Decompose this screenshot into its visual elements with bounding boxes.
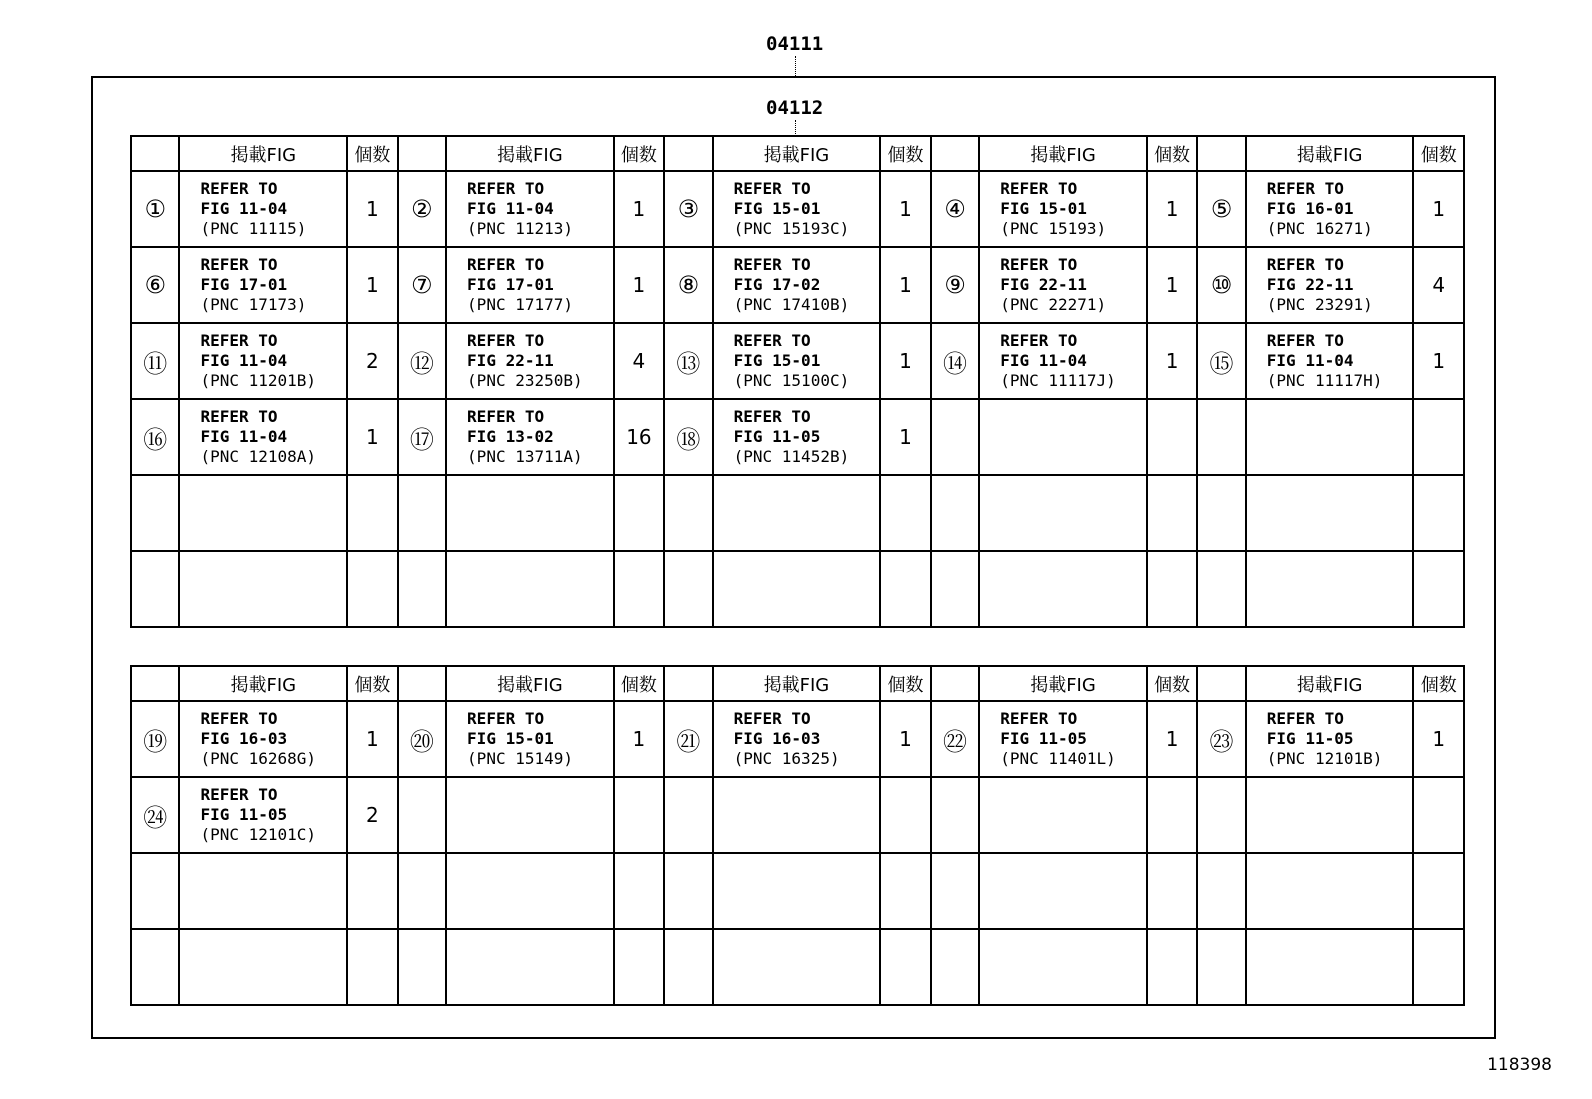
reference-line1: REFER TO bbox=[200, 255, 278, 274]
fig-reference bbox=[713, 853, 881, 929]
reference-line1: REFER TO bbox=[733, 331, 811, 350]
reference-line1: REFER TO bbox=[1266, 255, 1344, 274]
callout-number: ④ bbox=[931, 171, 979, 247]
quantity: 1 bbox=[614, 247, 664, 323]
callout-number: ① bbox=[131, 171, 179, 247]
fig-reference bbox=[1246, 323, 1414, 399]
quantity: 1 bbox=[1413, 171, 1464, 247]
assembly-label-04111: 04111 bbox=[766, 33, 824, 55]
callout-number: ⑰ bbox=[398, 399, 446, 475]
reference-line3: (PNC 17410B) bbox=[733, 295, 850, 314]
quantity: 1 bbox=[1413, 701, 1464, 777]
callout-number bbox=[1197, 551, 1245, 627]
reference-line1: REFER TO bbox=[467, 407, 545, 426]
quantity: 1 bbox=[614, 171, 664, 247]
callout-number bbox=[664, 777, 712, 853]
reference-line3: (PNC 17173) bbox=[200, 295, 307, 314]
fig-reference bbox=[979, 323, 1147, 399]
fig-reference bbox=[446, 853, 614, 929]
fig-reference bbox=[713, 551, 881, 627]
fig-reference bbox=[179, 929, 347, 1005]
reference-line3: (PNC 11452B) bbox=[733, 447, 850, 466]
reference-line3: (PNC 13711A) bbox=[467, 447, 583, 466]
quantity: 1 bbox=[880, 171, 930, 247]
fig-reference bbox=[713, 399, 881, 475]
reference-line1: REFER TO bbox=[467, 331, 545, 350]
reference-line1: REFER TO bbox=[200, 407, 278, 426]
callout-number: ⑥ bbox=[131, 247, 179, 323]
fig-reference bbox=[713, 323, 881, 399]
header-fig: 掲載FIG bbox=[1246, 666, 1414, 701]
callout-number: ⑬ bbox=[664, 323, 712, 399]
quantity: 1 bbox=[347, 399, 397, 475]
reference-line1: REFER TO bbox=[200, 331, 278, 350]
callout-number bbox=[1197, 777, 1245, 853]
fig-reference bbox=[179, 171, 347, 247]
reference-line2: FIG 11-04 bbox=[200, 351, 288, 370]
fig-reference bbox=[979, 853, 1147, 929]
quantity bbox=[1413, 475, 1464, 551]
quantity: 1 bbox=[1147, 323, 1197, 399]
reference-line2: FIG 17-01 bbox=[467, 275, 554, 294]
table-row bbox=[131, 777, 1464, 853]
header-qty: 個数 bbox=[614, 136, 664, 171]
table-row bbox=[131, 399, 1464, 475]
fig-reference bbox=[979, 929, 1147, 1005]
reference-line1: REFER TO bbox=[1000, 331, 1078, 350]
fig-reference bbox=[1246, 777, 1414, 853]
fig-reference bbox=[446, 323, 614, 399]
quantity bbox=[347, 929, 397, 1005]
fig-reference bbox=[979, 399, 1147, 475]
callout-number bbox=[131, 853, 179, 929]
callout-number bbox=[664, 853, 712, 929]
callout-number bbox=[931, 929, 979, 1005]
figure-id: 118398 bbox=[1487, 1055, 1552, 1075]
reference-line3: (PNC 12101B) bbox=[1266, 749, 1383, 768]
fig-reference bbox=[1246, 929, 1414, 1005]
reference-line3: (PNC 11117H) bbox=[1266, 371, 1383, 390]
callout-number bbox=[931, 475, 979, 551]
reference-line2: FIG 17-02 bbox=[733, 275, 821, 294]
quantity: 1 bbox=[880, 247, 930, 323]
callout-number: ⑳ bbox=[398, 701, 446, 777]
quantity: 1 bbox=[614, 701, 664, 777]
assembly-label-04112: 04112 bbox=[766, 97, 824, 119]
fig-reference bbox=[179, 247, 347, 323]
reference-line2: FIG 15-01 bbox=[733, 199, 821, 218]
callout-number bbox=[931, 777, 979, 853]
fig-reference bbox=[179, 777, 347, 853]
reference-table-1 bbox=[130, 135, 1465, 628]
header-qty: 個数 bbox=[614, 666, 664, 701]
fig-reference bbox=[979, 475, 1147, 551]
reference-line1: REFER TO bbox=[467, 179, 545, 198]
header-qty: 個数 bbox=[880, 666, 930, 701]
fig-reference bbox=[446, 399, 614, 475]
reference-line1: REFER TO bbox=[467, 709, 545, 728]
callout-number bbox=[398, 929, 446, 1005]
reference-line2: FIG 16-03 bbox=[733, 729, 821, 748]
header-fig: 掲載FIG bbox=[179, 666, 347, 701]
reference-table-2 bbox=[130, 665, 1465, 1006]
fig-reference bbox=[713, 475, 881, 551]
reference-line1: REFER TO bbox=[733, 709, 811, 728]
reference-line1: REFER TO bbox=[467, 255, 545, 274]
reference-line3: (PNC 11401L) bbox=[1000, 749, 1116, 768]
callout-number: ⑫ bbox=[398, 323, 446, 399]
quantity: 16 bbox=[614, 399, 664, 475]
quantity bbox=[1147, 929, 1197, 1005]
header-blank bbox=[131, 136, 179, 171]
reference-line2: FIG 15-01 bbox=[1000, 199, 1087, 218]
reference-line2: FIG 11-04 bbox=[467, 199, 554, 218]
header-fig: 掲載FIG bbox=[446, 136, 614, 171]
quantity: 1 bbox=[1147, 247, 1197, 323]
header-blank bbox=[664, 666, 712, 701]
table-row bbox=[131, 247, 1464, 323]
reference-line3: (PNC 16271) bbox=[1266, 219, 1373, 238]
quantity bbox=[1147, 551, 1197, 627]
callout-number bbox=[398, 853, 446, 929]
callout-number bbox=[664, 475, 712, 551]
reference-line3: (PNC 11117J) bbox=[1000, 371, 1116, 390]
reference-line3: (PNC 15100C) bbox=[733, 371, 850, 390]
header-qty: 個数 bbox=[880, 136, 930, 171]
fig-reference bbox=[446, 171, 614, 247]
callout-number: ⑯ bbox=[131, 399, 179, 475]
reference-line1: REFER TO bbox=[1000, 179, 1078, 198]
quantity bbox=[614, 929, 664, 1005]
header-qty: 個数 bbox=[1413, 136, 1464, 171]
fig-reference bbox=[1246, 701, 1414, 777]
reference-line2: FIG 22-11 bbox=[1266, 275, 1354, 294]
table-row bbox=[131, 551, 1464, 627]
fig-reference bbox=[1246, 475, 1414, 551]
reference-line3: (PNC 11201B) bbox=[200, 371, 317, 390]
reference-line1: REFER TO bbox=[1266, 709, 1344, 728]
reference-line3: (PNC 16325) bbox=[733, 749, 840, 768]
callout-number bbox=[131, 929, 179, 1005]
callout-number bbox=[398, 551, 446, 627]
fig-reference bbox=[446, 777, 614, 853]
header-fig: 掲載FIG bbox=[713, 666, 881, 701]
reference-line3: (PNC 11115) bbox=[200, 219, 307, 238]
quantity bbox=[614, 853, 664, 929]
reference-line3: (PNC 12108A) bbox=[200, 447, 317, 466]
table-row bbox=[131, 701, 1464, 777]
fig-reference bbox=[1246, 853, 1414, 929]
callout-number bbox=[931, 399, 979, 475]
reference-line2: FIG 22-11 bbox=[1000, 275, 1087, 294]
fig-reference bbox=[713, 929, 881, 1005]
fig-reference bbox=[446, 551, 614, 627]
callout-number bbox=[398, 777, 446, 853]
header-qty: 個数 bbox=[1147, 136, 1197, 171]
reference-line1: REFER TO bbox=[200, 785, 278, 804]
fig-reference bbox=[713, 171, 881, 247]
callout-number: ⑮ bbox=[1197, 323, 1245, 399]
leader-line-outer bbox=[795, 56, 796, 76]
table-row bbox=[131, 853, 1464, 929]
reference-line3: (PNC 22271) bbox=[1000, 295, 1107, 314]
quantity bbox=[1413, 777, 1464, 853]
quantity bbox=[1147, 777, 1197, 853]
fig-reference bbox=[179, 701, 347, 777]
fig-reference bbox=[979, 551, 1147, 627]
fig-reference bbox=[179, 399, 347, 475]
quantity: 1 bbox=[880, 701, 930, 777]
fig-reference bbox=[1246, 551, 1414, 627]
callout-number: ㉑ bbox=[664, 701, 712, 777]
reference-line2: FIG 11-04 bbox=[200, 427, 288, 446]
callout-number bbox=[664, 551, 712, 627]
reference-line1: REFER TO bbox=[733, 255, 811, 274]
fig-reference bbox=[446, 475, 614, 551]
quantity bbox=[1147, 853, 1197, 929]
fig-reference bbox=[979, 777, 1147, 853]
quantity bbox=[1413, 929, 1464, 1005]
reference-line2: FIG 13-02 bbox=[467, 427, 554, 446]
callout-number bbox=[664, 929, 712, 1005]
header-row bbox=[131, 666, 1464, 701]
leader-line-inner bbox=[795, 120, 796, 136]
callout-number: ㉓ bbox=[1197, 701, 1245, 777]
reference-line2: FIG 16-03 bbox=[200, 729, 288, 748]
header-blank bbox=[131, 666, 179, 701]
quantity bbox=[880, 551, 930, 627]
reference-line3: (PNC 12101C) bbox=[200, 825, 317, 844]
callout-number bbox=[1197, 929, 1245, 1005]
callout-number: ⑨ bbox=[931, 247, 979, 323]
fig-reference bbox=[179, 475, 347, 551]
reference-line2: FIG 11-05 bbox=[1000, 729, 1087, 748]
fig-reference bbox=[1246, 247, 1414, 323]
callout-number: ㉒ bbox=[931, 701, 979, 777]
reference-line2: FIG 11-04 bbox=[200, 199, 288, 218]
callout-number: ⑲ bbox=[131, 701, 179, 777]
header-blank bbox=[1197, 666, 1245, 701]
reference-line2: FIG 15-01 bbox=[733, 351, 821, 370]
quantity: 1 bbox=[1147, 171, 1197, 247]
reference-line1: REFER TO bbox=[1000, 709, 1078, 728]
reference-line3: (PNC 15193) bbox=[1000, 219, 1107, 238]
reference-line2: FIG 11-04 bbox=[1000, 351, 1087, 370]
header-blank bbox=[931, 666, 979, 701]
quantity: 2 bbox=[347, 777, 397, 853]
reference-line1: REFER TO bbox=[1266, 331, 1344, 350]
reference-line2: FIG 11-04 bbox=[1266, 351, 1354, 370]
quantity: 2 bbox=[347, 323, 397, 399]
quantity bbox=[1147, 399, 1197, 475]
reference-line3: (PNC 23291) bbox=[1266, 295, 1373, 314]
reference-line3: (PNC 11213) bbox=[467, 219, 574, 238]
fig-reference bbox=[713, 701, 881, 777]
quantity: 1 bbox=[880, 323, 930, 399]
callout-number bbox=[131, 475, 179, 551]
fig-reference bbox=[713, 777, 881, 853]
callout-number: ⑱ bbox=[664, 399, 712, 475]
header-blank bbox=[398, 136, 446, 171]
quantity: 1 bbox=[1413, 323, 1464, 399]
header-blank bbox=[398, 666, 446, 701]
header-fig: 掲載FIG bbox=[979, 666, 1147, 701]
quantity bbox=[347, 475, 397, 551]
fig-reference bbox=[179, 853, 347, 929]
table-row bbox=[131, 475, 1464, 551]
header-blank bbox=[1197, 136, 1245, 171]
header-qty: 個数 bbox=[1147, 666, 1197, 701]
reference-line2: FIG 16-01 bbox=[1266, 199, 1354, 218]
reference-line1: REFER TO bbox=[200, 179, 278, 198]
callout-number: ㉔ bbox=[131, 777, 179, 853]
quantity bbox=[880, 777, 930, 853]
callout-number: ⑩ bbox=[1197, 247, 1245, 323]
callout-number bbox=[131, 551, 179, 627]
quantity bbox=[1147, 475, 1197, 551]
reference-line2: FIG 22-11 bbox=[467, 351, 554, 370]
quantity bbox=[880, 853, 930, 929]
reference-line1: REFER TO bbox=[200, 709, 278, 728]
callout-number bbox=[931, 853, 979, 929]
reference-line3: (PNC 23250B) bbox=[467, 371, 583, 390]
header-blank bbox=[664, 136, 712, 171]
callout-number bbox=[1197, 475, 1245, 551]
header-fig: 掲載FIG bbox=[179, 136, 347, 171]
callout-number: ③ bbox=[664, 171, 712, 247]
quantity bbox=[1413, 853, 1464, 929]
fig-reference bbox=[1246, 399, 1414, 475]
reference-line3: (PNC 17177) bbox=[467, 295, 574, 314]
quantity: 1 bbox=[347, 701, 397, 777]
quantity: 1 bbox=[347, 171, 397, 247]
header-fig: 掲載FIG bbox=[713, 136, 881, 171]
callout-number: ⑦ bbox=[398, 247, 446, 323]
quantity: 4 bbox=[1413, 247, 1464, 323]
fig-reference bbox=[446, 247, 614, 323]
quantity bbox=[614, 551, 664, 627]
header-row bbox=[131, 136, 1464, 171]
reference-line2: FIG 15-01 bbox=[467, 729, 554, 748]
reference-line2: FIG 11-05 bbox=[733, 427, 821, 446]
fig-reference bbox=[179, 551, 347, 627]
header-qty: 個数 bbox=[347, 666, 397, 701]
quantity: 1 bbox=[880, 399, 930, 475]
callout-number: ⑪ bbox=[131, 323, 179, 399]
quantity bbox=[614, 777, 664, 853]
quantity: 1 bbox=[347, 247, 397, 323]
callout-number: ⑤ bbox=[1197, 171, 1245, 247]
fig-reference bbox=[1246, 171, 1414, 247]
quantity bbox=[347, 551, 397, 627]
fig-reference bbox=[979, 247, 1147, 323]
reference-line3: (PNC 16268G) bbox=[200, 749, 317, 768]
table-row bbox=[131, 929, 1464, 1005]
table-row bbox=[131, 323, 1464, 399]
table-row bbox=[131, 171, 1464, 247]
header-fig: 掲載FIG bbox=[979, 136, 1147, 171]
fig-reference bbox=[979, 701, 1147, 777]
reference-line3: (PNC 15149) bbox=[467, 749, 574, 768]
callout-number bbox=[398, 475, 446, 551]
callout-number: ⑧ bbox=[664, 247, 712, 323]
header-blank bbox=[931, 136, 979, 171]
callout-number: ② bbox=[398, 171, 446, 247]
reference-line1: REFER TO bbox=[733, 179, 811, 198]
reference-line3: (PNC 15193C) bbox=[733, 219, 850, 238]
callout-number bbox=[1197, 399, 1245, 475]
header-qty: 個数 bbox=[1413, 666, 1464, 701]
callout-number: ⑭ bbox=[931, 323, 979, 399]
quantity bbox=[880, 929, 930, 1005]
fig-reference bbox=[979, 171, 1147, 247]
fig-reference bbox=[713, 247, 881, 323]
reference-line2: FIG 17-01 bbox=[200, 275, 288, 294]
fig-reference bbox=[446, 701, 614, 777]
header-fig: 掲載FIG bbox=[1246, 136, 1414, 171]
header-fig: 掲載FIG bbox=[446, 666, 614, 701]
quantity bbox=[1413, 399, 1464, 475]
quantity bbox=[347, 853, 397, 929]
fig-reference bbox=[446, 929, 614, 1005]
reference-line1: REFER TO bbox=[733, 407, 811, 426]
reference-line1: REFER TO bbox=[1266, 179, 1344, 198]
callout-number bbox=[931, 551, 979, 627]
reference-line2: FIG 11-05 bbox=[200, 805, 288, 824]
quantity bbox=[614, 475, 664, 551]
reference-line2: FIG 11-05 bbox=[1266, 729, 1354, 748]
header-qty: 個数 bbox=[347, 136, 397, 171]
reference-line1: REFER TO bbox=[1000, 255, 1078, 274]
quantity bbox=[1413, 551, 1464, 627]
quantity: 1 bbox=[1147, 701, 1197, 777]
quantity: 4 bbox=[614, 323, 664, 399]
quantity bbox=[880, 475, 930, 551]
fig-reference bbox=[179, 323, 347, 399]
callout-number bbox=[1197, 853, 1245, 929]
